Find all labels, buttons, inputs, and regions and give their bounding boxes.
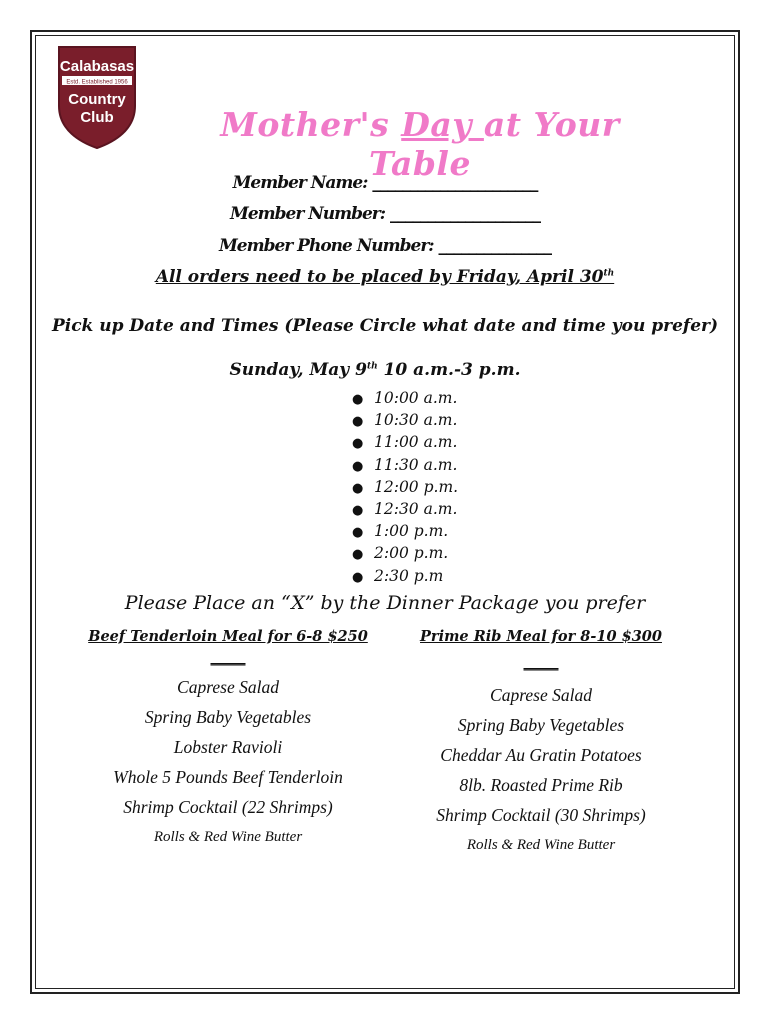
member-phone-field[interactable]: Member Phone Number: _______________ [218, 236, 551, 256]
bullet-icon: ● [352, 547, 364, 563]
pickup-times-list [352, 387, 458, 587]
pickup-date-rest: 10 a.m.-3 p.m. [377, 360, 521, 380]
prime-rib-package-checkbox[interactable]: _____ [523, 655, 559, 671]
bullet-icon: ● [352, 480, 364, 496]
menu-item: 8lb. Roasted Prime Rib [459, 775, 623, 795]
menu-item: Caprese Salad [177, 677, 279, 697]
time-label: 2:00 p.m. [374, 544, 449, 563]
menu-item: Shrimp Cocktail (30 Shrimps) [436, 805, 646, 825]
pickup-date-text: Sunday, May 9 [229, 360, 367, 380]
bullet-icon: ● [352, 569, 364, 585]
time-option[interactable] [352, 520, 458, 542]
logo-line3: Club [80, 109, 114, 126]
member-name-field[interactable]: Member Name: ______________________ [232, 173, 538, 193]
time-label: 10:30 a.m. [374, 411, 458, 430]
time-label: 12:30 a.m. [374, 499, 458, 518]
pickup-date-sup: th [366, 361, 378, 372]
menu-item: Whole 5 Pounds Beef Tenderloin [113, 767, 343, 787]
menu-item: Cheddar Au Gratin Potatoes [440, 745, 642, 765]
time-label: 11:30 a.m. [374, 455, 458, 474]
menu-item: Lobster Ravioli [173, 737, 283, 757]
menu-item: Spring Baby Vegetables [144, 707, 312, 727]
time-option[interactable] [352, 498, 458, 520]
title-part2: Day [401, 105, 484, 144]
packages-heading: Please Place an “X” by the Dinner Package you prefer [124, 592, 646, 614]
pickup-date [0, 360, 760, 380]
bullet-icon: ● [352, 414, 364, 430]
deadline-sup: th [603, 268, 615, 279]
time-option[interactable] [352, 387, 458, 409]
bullet-icon: ● [352, 458, 364, 474]
club-logo [56, 44, 138, 150]
bullet-icon: ● [352, 392, 364, 407]
bullet-icon: ● [352, 525, 364, 541]
title-part3: at Your Table [369, 105, 620, 183]
time-option[interactable] [352, 476, 458, 498]
time-label: 12:00 p.m. [374, 477, 459, 496]
beef-package-checkbox[interactable]: _____ [210, 650, 246, 666]
beef-package-title: Beef Tenderloin Meal for 6-8 $250 [88, 628, 368, 645]
time-option[interactable] [352, 565, 458, 587]
beef-package [88, 626, 368, 852]
time-label: 11:00 a.m. [374, 433, 458, 452]
menu-item: Rolls & Red Wine Butter [153, 829, 303, 845]
beef-menu-list [88, 672, 368, 852]
deadline-text: All orders need to be placed by Friday, April 30 [155, 267, 604, 287]
logo-line2: Country [68, 91, 126, 108]
menu-item: Caprese Salad [490, 685, 592, 705]
menu-item: Spring Baby Vegetables [457, 715, 625, 735]
prime-rib-package [416, 626, 666, 860]
menu-item: Rolls & Red Wine Butter [466, 837, 616, 853]
prime-rib-package-title: Prime Rib Meal for 8-10 $300 [420, 628, 662, 645]
menu-item: Shrimp Cocktail (22 Shrimps) [123, 797, 333, 817]
title-part1: Mother's [220, 105, 402, 144]
time-option[interactable] [352, 454, 458, 476]
order-deadline [0, 267, 770, 287]
prime-rib-menu-list [416, 680, 666, 860]
time-option[interactable] [352, 542, 458, 564]
logo-small-text: Estd. Established 1956 [66, 79, 128, 86]
page-title [180, 105, 660, 183]
member-number-field[interactable]: Member Number: ____________________ [230, 204, 540, 224]
time-option[interactable] [352, 431, 458, 453]
time-option[interactable] [352, 409, 458, 431]
pickup-instructions: Pick up Date and Times (Please Circle what date and time you prefer) [51, 316, 719, 336]
logo-line1: Calabasas [59, 58, 135, 75]
bullet-icon: ● [352, 436, 364, 452]
time-label: 2:30 p.m [374, 566, 444, 585]
bullet-icon: ● [352, 502, 364, 518]
time-label: 10:00 a.m. [374, 389, 458, 407]
time-label: 1:00 p.m. [374, 522, 449, 541]
